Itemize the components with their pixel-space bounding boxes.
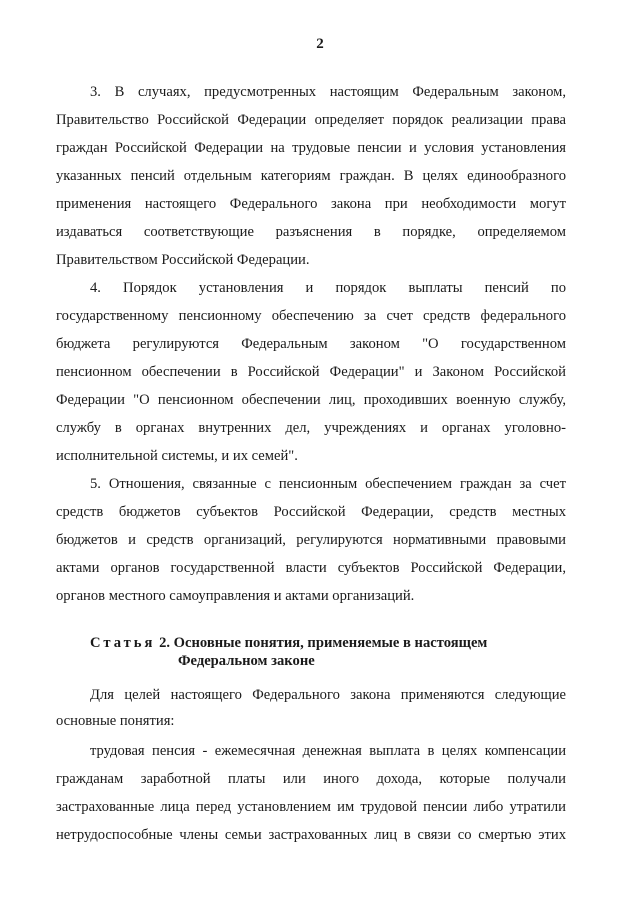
text-line: средств бюджетов субъектов Российской Федерации, средств местных [56,504,566,520]
article-label: Статья [90,635,156,651]
text-line: органов местного самоуправления и актами организаций. [56,588,415,604]
article-number: 2. [159,635,171,651]
text-line: актами органов государственной власти субъектов Российской Федерации, [56,560,566,576]
text-line: 5. Отношения, связанные с пенсионным обеспечением граждан за счет [90,476,566,492]
text-line: граждан Российской Федерации на трудовые пенсии и условия установления [56,140,566,156]
text-line: применения настоящего Федерального закона при необходимости могут [56,196,566,212]
text-line: нетрудоспособные члены семьи застрахованных лиц в связи со смертью этих [56,827,566,843]
page-number: 2 [316,36,324,52]
text-line: 4. Порядок установления и порядок выплаты пенсий по [90,280,566,296]
text-line: пенсионном обеспечении в Российской Федерации" и Законом Российской [56,364,566,380]
article-title-line-2: Федеральном законе [178,653,315,669]
text-line: издаваться соответствующие разъяснения в порядке, определяемом [56,224,566,240]
text-line: государственному пенсионному обеспечению за счет средств федерального [56,308,566,324]
text-line: основные понятия: [56,713,175,729]
article-title-line-1: Основные понятия, применяемые в настоящем [173,635,488,651]
text-line: Федерации "О пенсионном обеспечении лиц, проходивших военную службу, [56,392,566,408]
article-heading-line-1 [90,634,487,652]
text-line: исполнительной системы, и их семей". [56,448,298,464]
text-line: Правительство Российской Федерации определяет порядок реализации права [56,112,566,128]
text-line: бюджета регулируются Федеральным законом "О государственном [56,336,566,352]
text-line: 3. В случаях, предусмотренных настоящим Федеральным законом, [90,84,566,100]
text-line: указанных пенсий отдельным категориям граждан. В целях единообразного [56,168,566,184]
text-line: бюджетов и средств организаций, регулируются нормативными правовыми [56,532,566,548]
text-line: застрахованные лица перед установлением им трудовой пенсии либо утратили [56,799,566,815]
text-line: трудовая пенсия - ежемесячная денежная выплата в целях компенсации [90,743,566,759]
text-line: Для целей настоящего Федерального закона применяются следующие [90,687,566,703]
text-line: службу в органах внутренних дел, учреждениях и органах уголовно- [56,420,566,436]
text-line: гражданам заработной платы или иного дохода, которые получали [56,771,566,787]
text-line: Правительством Российской Федерации. [56,252,310,268]
